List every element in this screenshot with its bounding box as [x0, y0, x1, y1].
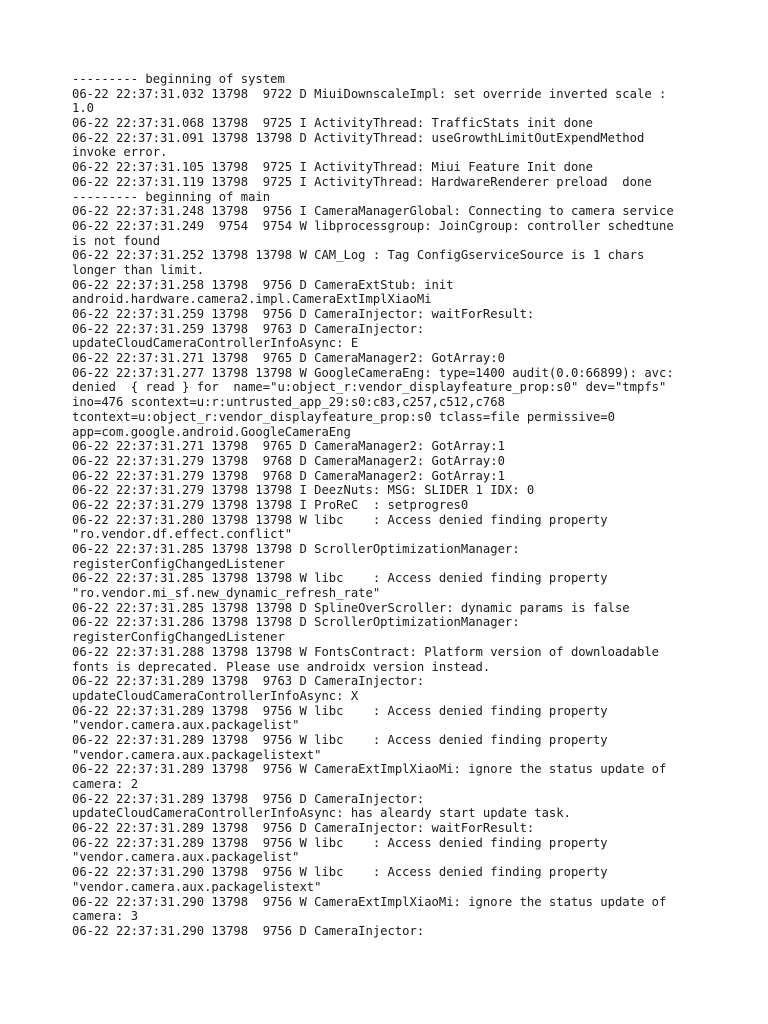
log-line: 06-22 22:37:31.286 13798 13798 D ScrollerOptimizationManager:: [72, 615, 520, 630]
log-line: 06-22 22:37:31.290 13798 9756 W CameraExtImplXiaoMi: ignore the status update of: [72, 894, 667, 909]
log-line: 06-22 22:37:31.277 13798 13798 W GoogleCameraEng: type=1400 audit(0.0:66899): avc:: [72, 365, 674, 380]
log-line: 06-22 22:37:31.285 13798 13798 D SplineOverScroller: dynamic params is false: [72, 600, 630, 615]
log-line: 06-22 22:37:31.119 13798 9725 I ActivityThread: HardwareRenderer preload done: [72, 174, 652, 189]
log-line: 06-22 22:37:31.289 13798 9756 W CameraExtImplXiaoMi: ignore the status update of: [72, 762, 667, 777]
log-line: tcontext=u:object_r:vendor_displayfeature_prop:s0 tclass=file permissive=0: [72, 409, 615, 424]
log-line: 06-22 22:37:31.279 13798 9768 D CameraManager2: GotArray:0: [72, 453, 505, 468]
log-line: 06-22 22:37:31.032 13798 9722 D MiuiDownscaleImpl: set override inverted scale :: [72, 86, 667, 101]
log-line: camera: 2: [72, 777, 139, 791]
log-line: 06-22 22:37:31.279 13798 13798 I ProReC : setprogres0: [72, 497, 469, 512]
log-line: 06-22 22:37:31.289 13798 9763 D CameraInjector:: [72, 674, 425, 689]
log-line: denied { read } for name="u:object_r:vendor_displayfeature_prop:s0" dev="tmpfs": [72, 380, 667, 395]
log-line: 06-22 22:37:31.248 13798 9756 I CameraManagerGlobal: Connecting to camera service: [72, 204, 674, 219]
log-line: android.hardware.camera2.impl.CameraExtImplXiaoMi: [72, 292, 432, 307]
log-line: 06-22 22:37:31.289 13798 9756 D CameraInjector: waitForResult:: [72, 821, 535, 836]
log-line: updateCloudCameraControllerInfoAsync: E: [72, 336, 359, 351]
log-line: updateCloudCameraControllerInfoAsync: X: [72, 688, 359, 703]
log-line: 06-22 22:37:31.290 13798 9756 D CameraInjector:: [72, 923, 425, 938]
log-line: app=com.google.android.GoogleCameraEng: [72, 424, 351, 439]
log-line: 06-22 22:37:31.258 13798 9756 D CameraExtStub: init: [72, 277, 454, 292]
log-line: 1.0: [72, 101, 95, 116]
log-text-block: [72, 72, 702, 939]
log-line: "vendor.camera.aux.packagelistext": [72, 879, 322, 894]
log-line: 06-22 22:37:31.285 13798 13798 W libc : Access denied finding property: [72, 571, 608, 586]
log-line: invoke error.: [72, 145, 168, 160]
log-line: longer than limit.: [72, 262, 205, 277]
log-line: --------- beginning of system: [72, 72, 285, 86]
log-line: fonts is deprecated. Please use androidx version instead.: [72, 659, 491, 674]
log-line: 06-22 22:37:31.259 13798 9763 D CameraInjector:: [72, 321, 425, 336]
log-line: 06-22 22:37:31.105 13798 9725 I ActivityThread: Miui Feature Init done: [72, 160, 593, 175]
log-line: camera: 3: [72, 909, 139, 924]
log-line: 06-22 22:37:31.288 13798 13798 W FontsContract: Platform version of downloadable: [72, 644, 659, 659]
log-line: 06-22 22:37:31.279 13798 13798 I DeezNuts: MSG: SLIDER 1 IDX: 0: [72, 483, 535, 498]
log-line: 06-22 22:37:31.249 9754 9754 W libprocessgroup: JoinCgroup: controller schedtune: [72, 218, 674, 233]
log-line: 06-22 22:37:31.290 13798 9756 W libc : Access denied finding property: [72, 865, 608, 880]
log-line: --------- beginning of main: [72, 189, 271, 204]
log-line: ino=476 scontext=u:r:untrusted_app_29:s0:c83,c257,c512,c768: [72, 395, 505, 410]
log-line: 06-22 22:37:31.252 13798 13798 W CAM_Log : Tag ConfigGserviceSource is 1 chars: [72, 248, 645, 263]
log-line: updateCloudCameraControllerInfoAsync: has aleardy start update task.: [72, 806, 571, 821]
log-line: 06-22 22:37:31.259 13798 9756 D CameraInjector: waitForResult:: [72, 307, 535, 321]
log-line: "vendor.camera.aux.packagelist": [72, 718, 300, 733]
log-line: 06-22 22:37:31.271 13798 9765 D CameraManager2: GotArray:1: [72, 439, 505, 454]
log-line: 06-22 22:37:31.289 13798 9756 D CameraInjector:: [72, 791, 425, 806]
log-line: registerConfigChangedListener: [72, 630, 285, 645]
log-line: 06-22 22:37:31.285 13798 13798 D ScrollerOptimizationManager:: [72, 542, 520, 556]
log-line: 06-22 22:37:31.068 13798 9725 I ActivityThread: TrafficStats init done: [72, 116, 593, 131]
log-line: 06-22 22:37:31.091 13798 13798 D ActivityThread: useGrowthLimitOutExpendMethod: [72, 130, 645, 145]
log-line: "ro.vendor.df.effect.conflict": [72, 527, 293, 542]
log-line: registerConfigChangedListener: [72, 556, 285, 571]
log-line: 06-22 22:37:31.280 13798 13798 W libc : Access denied finding property: [72, 512, 608, 527]
log-line: "ro.vendor.mi_sf.new_dynamic_refresh_rate": [72, 586, 381, 601]
log-line: 06-22 22:37:31.279 13798 9768 D CameraManager2: GotArray:1: [72, 468, 505, 483]
log-line: "vendor.camera.aux.packagelistext": [72, 747, 322, 762]
log-line: is not found: [72, 233, 161, 248]
log-line: 06-22 22:37:31.271 13798 9765 D CameraManager2: GotArray:0: [72, 351, 505, 366]
log-line: "vendor.camera.aux.packagelist": [72, 850, 300, 865]
log-line: 06-22 22:37:31.289 13798 9756 W libc : Access denied finding property: [72, 703, 608, 718]
log-line: 06-22 22:37:31.289 13798 9756 W libc : Access denied finding property: [72, 732, 608, 747]
log-line: 06-22 22:37:31.289 13798 9756 W libc : Access denied finding property: [72, 835, 608, 850]
